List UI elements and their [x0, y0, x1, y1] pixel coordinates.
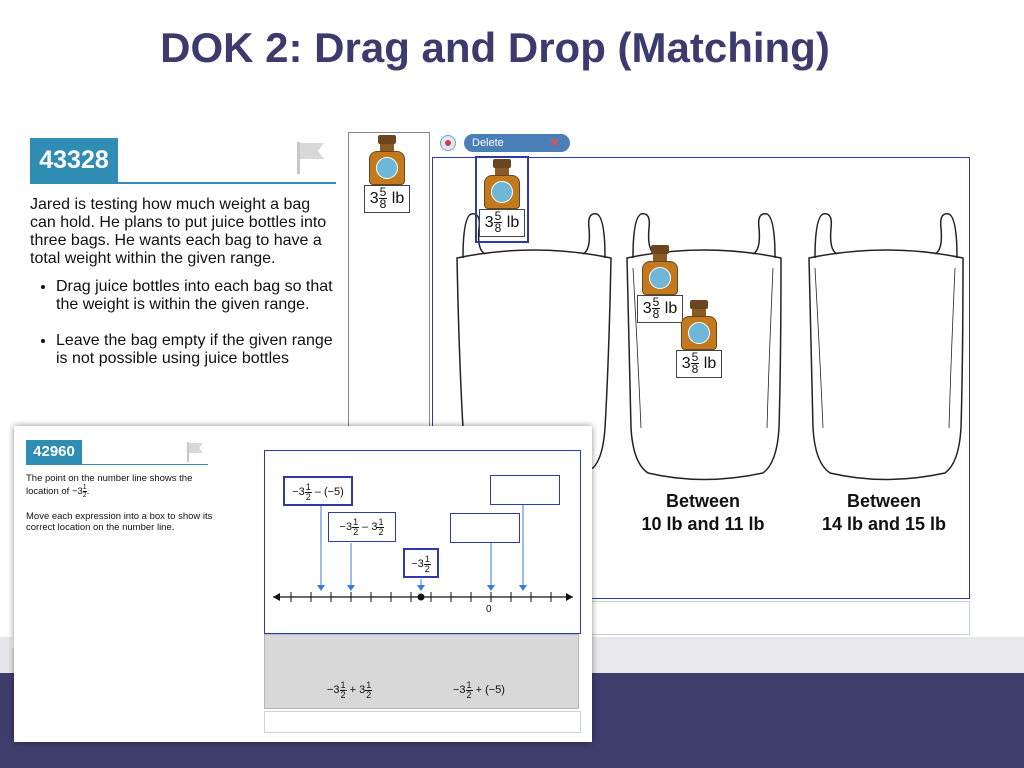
item1-bullet-1: • Drag juice bottles into each bag so that the weight is within the given range. [56, 278, 340, 314]
item2-stem-text: The point on the number line shows the location of −3 $\frac{1}{2}$ . [26, 473, 193, 499]
juice-bottle-bag2-a[interactable]: 3 $\frac{5}{8}$ lb [637, 245, 683, 325]
answer-box-5[interactable] [490, 475, 560, 505]
delete-label: Delete [472, 137, 504, 149]
juice-bottle-bag1[interactable]: 3 $\frac{5}{8}$ lb [479, 159, 525, 239]
item1-number: 43328 [30, 138, 118, 182]
bag-3 [809, 250, 963, 480]
expression-tile-1[interactable]: −3 $\frac{1}{2}$ – (−5) [283, 476, 353, 506]
item2-divider [26, 464, 208, 465]
item2-expression-tray [264, 634, 579, 709]
juice-bottle-bag2-b[interactable]: 3 $\frac{5}{8}$ lb [676, 300, 722, 380]
number-line-zero-label: 0 [486, 604, 492, 615]
expression-tile-3[interactable]: −3 $\frac{1}{2}$ [403, 548, 439, 578]
bottle-icon [688, 322, 710, 344]
reset-icon[interactable] [440, 135, 456, 151]
item1-divider [30, 182, 336, 184]
slide-title: DOK 2: Drag and Drop (Matching) [160, 24, 830, 71]
item2-instruction: Move each expression into a box to show its correct location on the number line. [26, 511, 213, 533]
bag-2-line1: Between [665, 491, 741, 511]
bag-3-line2: 14 lb and 15 lb [821, 514, 947, 534]
close-icon: ✕ [549, 135, 560, 150]
item1-stem-text: Jared is testing how much weight a bag can hold. He plans to put juice bottles into three bags. He wants each bag to have a total weight within the given range. [30, 196, 327, 267]
item2-flag-icon[interactable] [185, 441, 205, 468]
item1-flag-icon[interactable] [294, 140, 328, 181]
tray-expression-1[interactable]: −3 $\frac{1}{2}$ + 3 $\frac{1}{2}$ [327, 679, 372, 700]
answer-box-4[interactable] [450, 513, 520, 543]
bottle-icon [649, 267, 671, 289]
bag-3-label [796, 490, 972, 536]
item2-bottom-panel [264, 711, 581, 733]
expression-tile-2[interactable]: −3 $\frac{1}{2}$ – 3 $\frac{1}{2}$ [328, 512, 396, 542]
delete-button[interactable] [464, 134, 570, 152]
item2-stem [26, 473, 214, 545]
bag-3-line1: Between [846, 491, 922, 511]
bag-2-line2: 10 lb and 11 lb [641, 514, 765, 534]
tray-expression-2[interactable]: −3 $\frac{1}{2}$ + (−5) [453, 679, 505, 700]
item2-number: 42960 [26, 440, 82, 464]
item1-bullet-2: • Leave the bag empty if the given range is not possible using juice bottles [56, 332, 340, 368]
bottle-icon [491, 181, 513, 203]
item1-stem [30, 196, 340, 386]
bottle-icon [376, 157, 398, 179]
juice-bottle-source[interactable]: 3 $\frac{5}{8}$ lb [364, 135, 410, 215]
bag-2-label [613, 490, 793, 536]
